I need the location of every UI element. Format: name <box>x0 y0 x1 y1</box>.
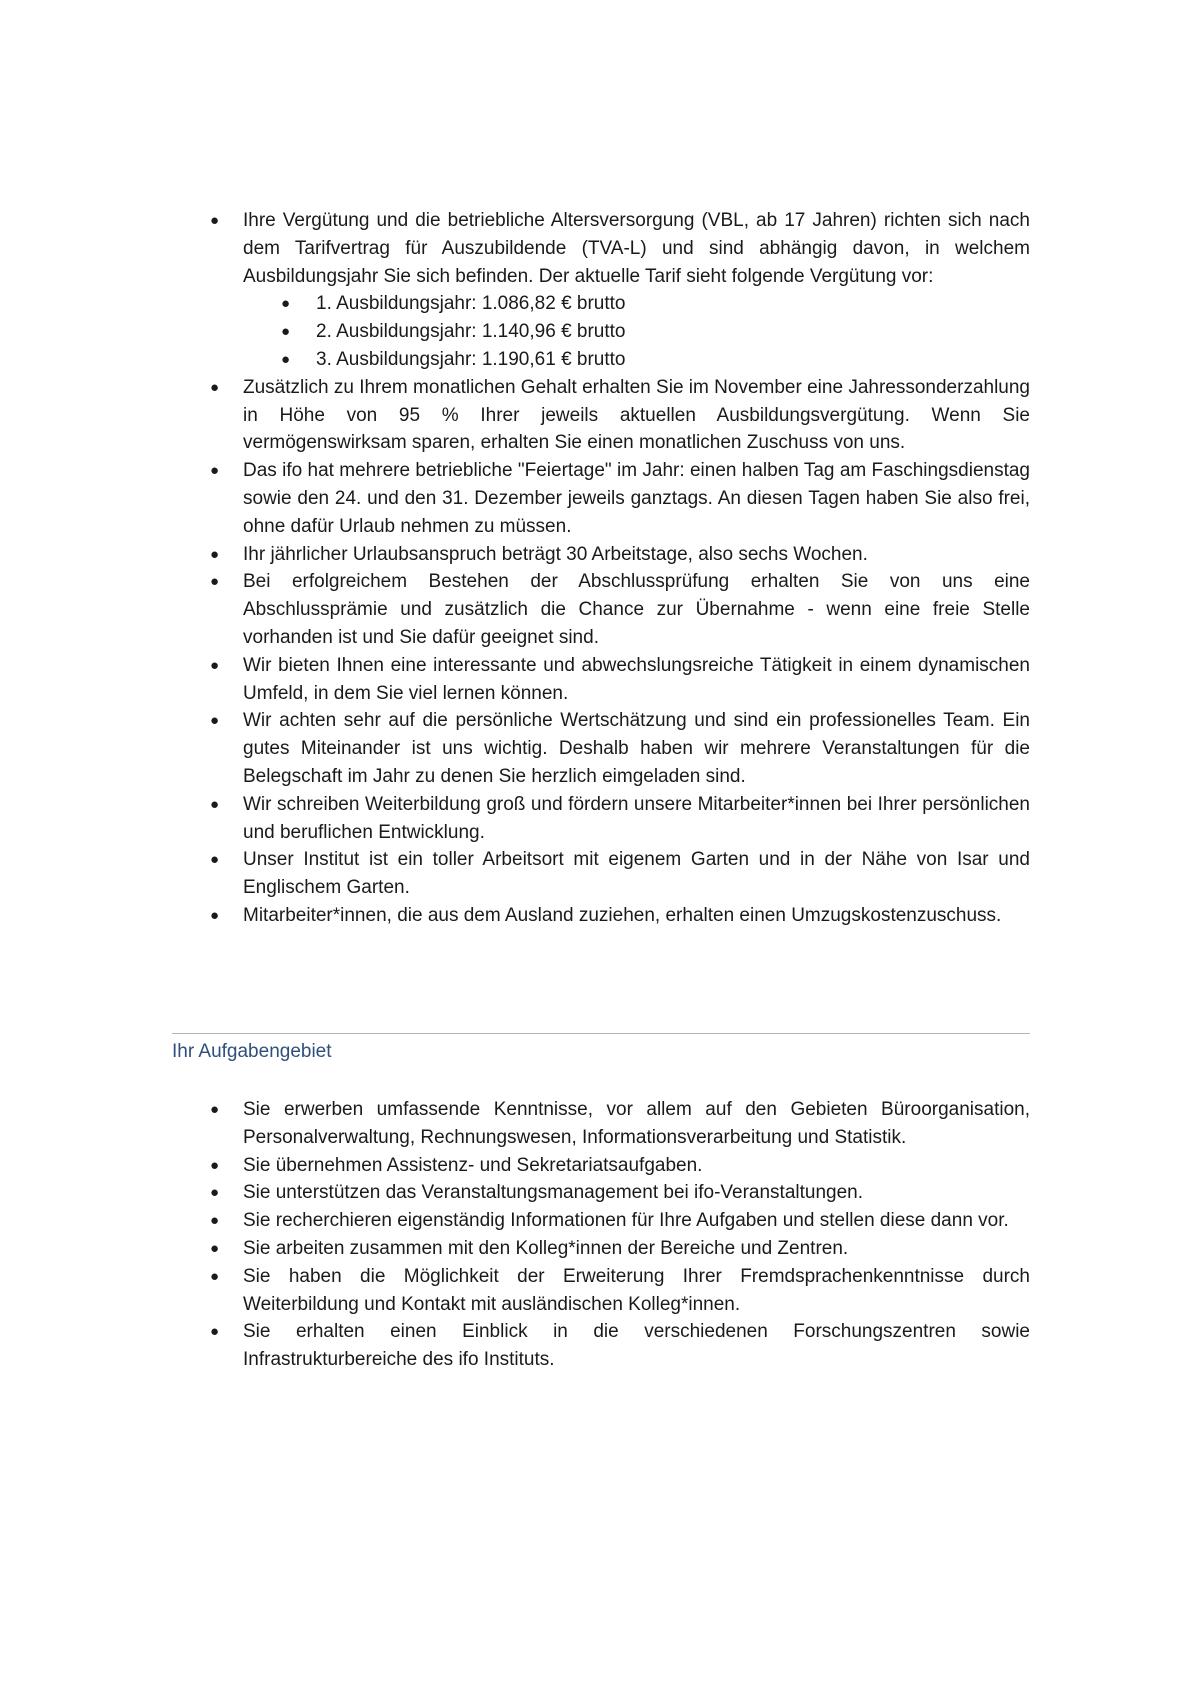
list-item-text: Wir achten sehr auf die persönliche Wertschätzung und sind ein professionelles Team. Ein gutes Miteinander ist uns wichtig. Deshalb haben wir mehrere Veranstaltungen für die Belegschaft im Jahr zu denen Sie herzlich eimgeladen sind. <box>243 710 1030 787</box>
bullet-icon: ● <box>281 323 291 341</box>
bullet-icon: ● <box>281 350 291 368</box>
list-item-text: Wir schreiben Weiterbildung groß und fördern unsere Mitarbeiter*innen bei Ihrer persönlichen und beruflichen Entwicklung. <box>243 793 1030 843</box>
bullet-icon: ● <box>210 1239 220 1257</box>
list-item <box>172 1318 1030 1374</box>
tasks-list <box>172 1096 1030 1374</box>
list-item-text: Ihr jährlicher Urlaubsanspruch beträgt 30 Arbeitstage, also sechs Wochen. <box>243 543 868 565</box>
list-item-text: Sie recherchieren eigenständig Informationen für Ihre Aufgaben und stellen diese dann vor. <box>243 1210 1009 1232</box>
bullet-icon: ● <box>210 212 220 229</box>
list-item <box>172 374 1030 457</box>
bullet-icon: ● <box>210 906 220 924</box>
bullet-icon: ● <box>210 656 220 674</box>
bullet-icon: ● <box>210 1212 220 1230</box>
tasks-section <box>172 1096 1030 1374</box>
bullet-icon: ● <box>210 1323 220 1341</box>
sub-list-item <box>172 290 1030 318</box>
list-item <box>172 457 1030 540</box>
sub-list-item <box>172 346 1030 374</box>
sub-list-item-text: 1. Ausbildungsjahr: 1.086,82 € brutto <box>316 293 626 315</box>
bullet-icon: ● <box>210 851 220 869</box>
list-item-text: Sie erhalten einen Einblick in die verschiedenen Forschungszentren sowie Infrastrukturbereiche des ifo Instituts. <box>243 1321 1030 1371</box>
list-item <box>172 846 1030 902</box>
list-item-text: Zusätzlich zu Ihrem monatlichen Gehalt erhalten Sie im November eine Jahressonderzahlung in Höhe von 95 % Ihrer jeweils aktuellen Ausbildungsvergütung. Wenn Sie vermögenswirksam sparen, erhalten Sie einen monatlichen Zuschuss von uns. <box>243 376 1030 454</box>
section-heading: Ihr Aufgabengebiet <box>172 1041 332 1062</box>
list-item <box>172 541 1030 569</box>
bullet-icon: ● <box>210 378 220 396</box>
list-item-text: Das ifo hat mehrere betriebliche "Feiertage" im Jahr: einen halben Tag am Faschingsdienstag sowie den 24. und den 31. Dezember jeweils ganztags. An diesen Tagen haben Sie also frei, ohne dafür Urlaub nehmen zu müssen. <box>243 460 1030 537</box>
bullet-icon: ● <box>210 573 220 591</box>
list-item-text: Ihre Vergütung und die betriebliche Altersversorgung (VBL, ab 17 Jahren) richten sich nach dem Tarifvertrag für Auszubildende (TVA-L) und sind abhängig davon, in welchem Ausbildungsjahr Sie sich befinden. Der aktuelle Tarif sieht folgende Vergütung vor: <box>243 210 1030 287</box>
benefits-list <box>172 207 1030 930</box>
list-item <box>172 1263 1030 1319</box>
sub-list-item-text: 2. Ausbildungsjahr: 1.140,96 € brutto <box>316 321 626 343</box>
list-item-text: Sie erwerben umfassende Kenntnisse, vor allem auf den Gebieten Büroorganisation, Personalverwaltung, Rechnungswesen, Informationsverarbeitung und Statistik. <box>243 1099 1030 1148</box>
bullet-icon: ● <box>210 545 220 563</box>
bullet-icon: ● <box>210 1184 220 1202</box>
list-item <box>172 652 1030 708</box>
list-item <box>172 902 1030 930</box>
list-item-text: Sie arbeiten zusammen mit den Kolleg*innen der Bereiche und Zentren. <box>243 1237 849 1259</box>
list-item <box>172 707 1030 790</box>
list-item <box>172 1179 1030 1207</box>
list-item-text: Sie haben die Möglichkeit der Erweiterung Ihrer Fremdsprachenkenntnisse durch Weiterbildung und Kontakt mit ausländischen Kolleg*innen. <box>243 1265 1030 1315</box>
list-item <box>172 791 1030 847</box>
section-divider <box>172 1033 1030 1034</box>
list-item <box>172 1235 1030 1263</box>
list-item-text: Sie übernehmen Assistenz- und Sekretariatsaufgaben. <box>243 1154 703 1176</box>
benefits-section <box>172 207 1030 930</box>
bullet-icon: ● <box>210 1101 220 1118</box>
list-item <box>172 568 1030 651</box>
sub-list-item <box>172 318 1030 346</box>
bullet-icon: ● <box>210 712 220 730</box>
list-item-text: Bei erfolgreichem Bestehen der Abschlussprüfung erhalten Sie von uns eine Abschlussprämie und zusätzlich die Chance zur Übernahme - wenn eine freie Stelle vorhanden ist und Sie dafür geeignet sind. <box>243 571 1030 648</box>
list-item-text: Unser Institut ist ein toller Arbeitsort mit eigenem Garten und in der Nähe von Isar und Englischem Garten. <box>243 849 1030 899</box>
sub-list-item-text: 3. Ausbildungsjahr: 1.190,61 € brutto <box>316 348 626 370</box>
bullet-icon: ● <box>210 1267 220 1285</box>
bullet-icon: ● <box>210 795 220 813</box>
list-item <box>172 1207 1030 1235</box>
list-item-text: Sie unterstützen das Veranstaltungsmanagement bei ifo-Veranstaltungen. <box>243 1182 864 1204</box>
bullet-icon: ● <box>210 462 220 480</box>
bullet-icon: ● <box>210 1156 220 1174</box>
bullet-icon: ● <box>281 295 291 313</box>
list-item-text: Mitarbeiter*innen, die aus dem Ausland zuziehen, erhalten einen Umzugskostenzuschuss. <box>243 904 1002 926</box>
list-item <box>172 1096 1030 1152</box>
list-item <box>172 207 1030 374</box>
salary-sublist <box>243 290 1030 373</box>
list-item-text: Wir bieten Ihnen eine interessante und abwechslungsreiche Tätigkeit in einem dynamischen Umfeld, in dem Sie viel lernen können. <box>243 654 1030 704</box>
list-item <box>172 1152 1030 1180</box>
